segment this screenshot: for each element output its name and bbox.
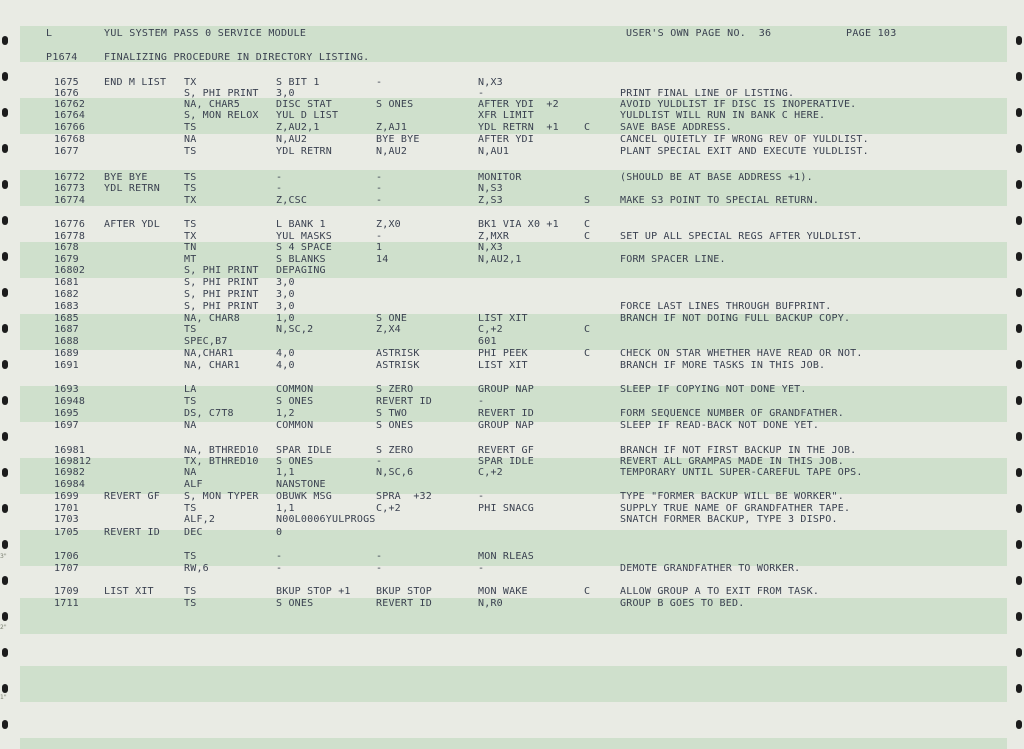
procedure-title: FINALIZING PROCEDURE IN DIRECTORY LISTING. [104,52,370,63]
listing-line [0,396,1024,407]
listing-a2: 14 [376,254,389,265]
feed-hole-icon [1016,612,1022,621]
feed-hole-icon [1016,684,1022,693]
listing-op: TX [184,231,197,242]
listing-a3: REVERT ID [478,408,534,419]
listing-op: TS [184,598,197,609]
feed-hole-icon [1016,36,1022,45]
listing-card: 1683 [54,301,79,312]
listing-line [0,586,1024,597]
feed-hole-icon [2,36,8,45]
listing-a1: Z,CSC [276,195,308,206]
listing-op: TS [184,586,197,597]
listing-a1: 1,2 [276,408,295,419]
listing-line [0,110,1024,121]
listing-op: TN [184,242,197,253]
listing-op: DS, C7T8 [184,408,234,419]
listing-line [0,265,1024,276]
listing-comment: TYPE "FORMER BACKUP WILL BE WORKER". [620,491,844,502]
listing-op: LA [184,384,197,395]
listing-comment: SLEEP IF READ-BACK NOT DONE YET. [620,420,820,431]
feed-hole-icon [2,684,8,693]
listing-a3: MONITOR [478,172,522,183]
listing-a1: S ONES [276,456,314,467]
listing-comment: CANCEL QUIETLY IF WRONG REV OF YULDLIST. [620,134,869,145]
listing-op: TS [184,172,197,183]
listing-comment: GROUP B GOES TO BED. [620,598,745,609]
margin-tick-2in: 2" [0,624,7,631]
procedure-id: P1674 [46,52,78,63]
listing-a2: - [376,183,383,194]
listing-op: TS [184,503,197,514]
listing-a1: Z,AU2,1 [276,122,320,133]
listing-card: 1685 [54,313,79,324]
listing-a1: - [276,551,283,562]
listing-line [0,277,1024,288]
listing-comment: BRANCH IF NOT FIRST BACKUP IN THE JOB. [620,445,857,456]
listing-line [0,336,1024,347]
listing-flag: S [584,195,591,206]
listing-card: 1703 [54,514,79,525]
listing-card: 1677 [54,146,79,157]
listing-a1: YUL MASKS [276,231,332,242]
listing-comment: SNATCH FORMER BACKUP, TYPE 3 DISPO. [620,514,838,525]
listing-line [0,77,1024,88]
listing-comment: REVERT ALL GRAMPAS MADE IN THIS JOB. [620,456,844,467]
listing-a3: AFTER YDI [478,134,534,145]
listing-card: 1689 [54,348,79,359]
listing-op: S, PHI PRINT [184,289,259,300]
listing-a3: XFR LIMIT [478,110,534,121]
listing-a2: S ZERO [376,384,414,395]
listing-op: TX [184,195,197,206]
listing-comment: FORM SPACER LINE. [620,254,726,265]
listing-a3: REVERT GF [478,445,534,456]
listing-line [0,122,1024,133]
listing-card: 1681 [54,277,79,288]
listing-line [0,503,1024,514]
listing-a2: BYE BYE [376,134,420,145]
listing-a2: SPRA +32 [376,491,432,502]
listing-card: 1705 [54,527,79,538]
listing-a3: C,+2 [478,467,503,478]
feed-hole-icon [2,612,8,621]
listing-comment: SET UP ALL SPECIAL REGS AFTER YULDLIST. [620,231,863,242]
listing-a2: Z,AJ1 [376,122,408,133]
listing-card: 1675 [54,77,79,88]
listing-a3: N,S3 [478,183,503,194]
listing-a3: YDL RETRN +1 [478,122,559,133]
listing-comment: SUPPLY TRUE NAME OF GRANDFATHER TAPE. [620,503,851,514]
header-system-title: YUL SYSTEM PASS 0 SERVICE MODULE [104,28,307,39]
listing-a3: Z,S3 [478,195,503,206]
listing-line [0,598,1024,609]
listing-line [0,420,1024,431]
listing-op: NA, CHAR8 [184,313,240,324]
listing-line [0,456,1024,467]
listing-a3: N,X3 [478,242,503,253]
listing-line [0,527,1024,538]
listing-a3: N,AU1 [478,146,510,157]
listing-op: TS [184,146,197,157]
listing-a3: LIST XIT [478,360,528,371]
listing-a2: Z,X0 [376,219,401,230]
listing-a1: 3,0 [276,289,295,300]
listing-op: S, PHI PRINT [184,265,259,276]
listing-line [0,514,1024,525]
listing-line [0,348,1024,359]
listing-op: TS [184,396,197,407]
listing-op: S, PHI PRINT [184,277,259,288]
listing-comment: TEMPORARY UNTIL SUPER-CAREFUL TAPE OPS. [620,467,863,478]
listing-card: 1701 [54,503,79,514]
listing-card: 16773 [54,183,86,194]
listing-line [0,88,1024,99]
listing-op: NA,CHAR1 [184,348,234,359]
listing-op: S, MON TYPER [184,491,259,502]
listing-a3: N,AU2,1 [478,254,522,265]
listing-card: 16768 [54,134,86,145]
listing-a1: - [276,183,283,194]
listing-a3: PHI SNACG [478,503,534,514]
listing-flag: C [584,122,591,133]
listing-a2: 1 [376,242,383,253]
header-mark: L [46,28,53,39]
listing-line [0,360,1024,371]
listing-card: 1691 [54,360,79,371]
listing-line [0,146,1024,157]
listing-a1: DEPAGING [276,265,326,276]
listing-a3: BK1 VIA X0 +1 [478,219,559,230]
feed-hole-icon [1016,648,1022,657]
listing-a3: GROUP NAP [478,420,534,431]
listing-comment: DEMOTE GRANDFATHER TO WORKER. [620,563,801,574]
listing-a2: - [376,231,383,242]
listing-op: S, MON RELOX [184,110,259,121]
listing-card: 16774 [54,195,86,206]
listing-op: SPEC,B7 [184,336,228,347]
listing-a3: 601 [478,336,497,347]
listing-comment: FORM SEQUENCE NUMBER OF GRANDFATHER. [620,408,844,419]
listing-a1: S BLANKS [276,254,326,265]
listing-comment: ALLOW GROUP A TO EXIT FROM TASK. [620,586,820,597]
listing-a1: COMMON [276,420,314,431]
listing-comment: YULDLIST WILL RUN IN BANK C HERE. [620,110,826,121]
listing-line [0,289,1024,300]
listing-flag: C [584,231,591,242]
listing-line [0,408,1024,419]
feed-hole-icon [2,432,8,441]
greenbar-band [20,666,1007,702]
listing-a1: OBUWK MSG [276,491,332,502]
listing-label: REVERT ID [104,527,160,538]
listing-card: 16764 [54,110,86,121]
listing-label: YDL RETRN [104,183,160,194]
listing-flag: C [584,219,591,230]
listing-a3: N,X3 [478,77,503,88]
listing-a2: REVERT ID [376,396,432,407]
listing-card: 16766 [54,122,86,133]
listing-a1: S 4 SPACE [276,242,332,253]
listing-line [0,183,1024,194]
header-page-number: PAGE 103 [846,28,897,39]
listing-label: REVERT GF [104,491,160,502]
listing-op: NA, CHAR5 [184,99,240,110]
listing-flag: C [584,324,591,335]
listing-line [0,301,1024,312]
listing-a3: MON WAKE [478,586,528,597]
margin-tick-1in: 1" [0,694,7,701]
listing-card: 1699 [54,491,79,502]
listing-a1: - [276,563,283,574]
listing-comment: PLANT SPECIAL EXIT AND EXECUTE YULDLIST. [620,146,869,157]
listing-op: TX, BTHRED10 [184,456,259,467]
listing-line [0,384,1024,395]
listing-card: 169812 [54,456,92,467]
listing-line [0,134,1024,145]
listing-line [0,219,1024,230]
listing-a3: Z,MXR [478,231,510,242]
listing-a1: YDL RETRN [276,146,332,157]
listing-a2: BKUP STOP [376,586,432,597]
listing-a1: N,AU2 [276,134,308,145]
listing-op: S, PHI PRINT [184,301,259,312]
listing-a1: 0 [276,527,283,538]
listing-line [0,445,1024,456]
listing-a2: N,SC,6 [376,467,414,478]
listing-a2: N,AU2 [376,146,408,157]
listing-card: 16776 [54,219,86,230]
listing-a3: GROUP NAP [478,384,534,395]
listing-card: 1693 [54,384,79,395]
listing-a2: S ONES [376,420,414,431]
listing-card: 1687 [54,324,79,335]
listing-a3: PHI PEEK [478,348,528,359]
listing-a1: 1,1 [276,467,295,478]
listing-op: ALF [184,479,203,490]
listing-a1: 3,0 [276,88,295,99]
listing-op: NA, BTHRED10 [184,445,259,456]
listing-card: 16984 [54,479,86,490]
listing-line [0,313,1024,324]
listing-a1: 3,0 [276,301,295,312]
listing-a1: DISC STAT [276,99,332,110]
listing-a1: N,SC,2 [276,324,314,335]
listing-a3: - [478,491,485,502]
listing-card: 1679 [54,254,79,265]
listing-op: TX [184,77,197,88]
listing-line [0,242,1024,253]
listing-comment: MAKE S3 POINT TO SPECIAL RETURN. [620,195,820,206]
listing-line [0,231,1024,242]
listing-a3: N,R0 [478,598,503,609]
listing-line [0,479,1024,490]
feed-hole-icon [1016,540,1022,549]
listing-op: TS [184,551,197,562]
listing-a2: Z,X4 [376,324,401,335]
listing-a1: SPAR IDLE [276,445,332,456]
listing-op: DEC [184,527,203,538]
listing-line [0,563,1024,574]
listing-line [0,99,1024,110]
listing-label: AFTER YDL [104,219,160,230]
listing-a1: S ONES [276,598,314,609]
listing-a3: C,+2 [478,324,503,335]
listing-card: 1711 [54,598,79,609]
margin-tick-3in: 3" [0,553,7,560]
listing-comment: BRANCH IF NOT DOING FULL BACKUP COPY. [620,313,851,324]
listing-a2: - [376,77,383,88]
greenbar-band [20,738,1007,749]
feed-hole-icon [2,720,8,729]
listing-op: RW,6 [184,563,209,574]
listing-card: 1688 [54,336,79,347]
listing-a1: - [276,172,283,183]
listing-op: NA [184,134,197,145]
feed-hole-icon [2,648,8,657]
listing-a1: 1,0 [276,313,295,324]
listing-card: 1706 [54,551,79,562]
listing-comment: SAVE BASE ADDRESS. [620,122,732,133]
listing-a2: - [376,456,383,467]
listing-card: 16778 [54,231,86,242]
listing-flag: C [584,586,591,597]
listing-a1: L BANK 1 [276,219,326,230]
listing-card: 16802 [54,265,86,276]
listing-card: 1697 [54,420,79,431]
listing-a2: ASTRISK [376,360,420,371]
listing-card: 16982 [54,467,86,478]
listing-card: 1676 [54,88,79,99]
listing-a2: S ZERO [376,445,414,456]
listing-a3: SPAR IDLE [478,456,534,467]
listing-comment: AVOID YULDLIST IF DISC IS INOPERATIVE. [620,99,857,110]
listing-a2: S TWO [376,408,408,419]
listing-card: 16981 [54,445,86,456]
listing-a3: AFTER YDI +2 [478,99,559,110]
listing-a1: COMMON [276,384,314,395]
listing-comment: SLEEP IF COPYING NOT DONE YET. [620,384,807,395]
listing-a2: - [376,551,383,562]
header-owner-page: USER'S OWN PAGE NO. 36 [626,28,772,39]
listing-a1: 1,1 [276,503,295,514]
listing-op: TS [184,219,197,230]
listing-a2: ASTRISK [376,348,420,359]
listing-a3: - [478,563,485,574]
listing-card: 1707 [54,563,79,574]
listing-line [0,551,1024,562]
listing-a1: NANSTONE [276,479,326,490]
listing-op: NA [184,420,197,431]
listing-op: TS [184,183,197,194]
listing-flag: C [584,348,591,359]
listing-op: S, PHI PRINT [184,88,259,99]
listing-op: TS [184,324,197,335]
listing-op: NA [184,467,197,478]
listing-card: 1709 [54,586,79,597]
listing-line [0,491,1024,502]
listing-op: TS [184,122,197,133]
listing-comment: CHECK ON STAR WHETHER HAVE READ OR NOT. [620,348,863,359]
listing-a3: LIST XIT [478,313,528,324]
listing-op: ALF,2 [184,514,216,525]
listing-label: LIST XIT [104,586,154,597]
listing-card: 1682 [54,289,79,300]
listing-comment: PRINT FINAL LINE OF LISTING. [620,88,795,99]
listing-op: MT [184,254,197,265]
listing-a2: - [376,172,383,183]
listing-a3: - [478,396,485,407]
listing-card: 1678 [54,242,79,253]
listing-line [0,324,1024,335]
listing-a2: S ONE [376,313,408,324]
listing-a2: S ONES [376,99,414,110]
listing-comment: FORCE LAST LINES THROUGH BUFPRINT. [620,301,832,312]
listing-a2: - [376,563,383,574]
feed-hole-icon [2,540,8,549]
listing-a1: 4,0 [276,360,295,371]
listing-line [0,467,1024,478]
listing-comment: (SHOULD BE AT BASE ADDRESS +1). [620,172,813,183]
listing-a2: - [376,195,383,206]
listing-comment: BRANCH IF MORE TASKS IN THIS JOB. [620,360,826,371]
listing-a1: YUL D LIST [276,110,339,121]
listing-a1: S ONES [276,396,314,407]
listing-a1: S BIT 1 [276,77,320,88]
listing-label: BYE BYE [104,172,148,183]
feed-hole-icon [2,576,8,585]
listing-a3: - [478,88,485,99]
listing-label: END M LIST [104,77,167,88]
listing-a1: BKUP STOP +1 [276,586,351,597]
listing-a2: C,+2 [376,503,401,514]
listing-card: 16948 [54,396,86,407]
listing-line [0,172,1024,183]
listing-a2: REVERT ID [376,598,432,609]
listing-card: 1695 [54,408,79,419]
feed-hole-icon [1016,720,1022,729]
feed-hole-icon [1016,576,1022,585]
listing-a1: N00L0006YULPROGS [276,514,376,525]
listing-card: 16762 [54,99,86,110]
listing-op: NA, CHAR1 [184,360,240,371]
listing-a3: MON RLEAS [478,551,534,562]
listing-a1: 3,0 [276,277,295,288]
listing-line [0,254,1024,265]
feed-hole-icon [1016,432,1022,441]
listing-line [0,195,1024,206]
listing-a1: 4,0 [276,348,295,359]
listing-card: 16772 [54,172,86,183]
